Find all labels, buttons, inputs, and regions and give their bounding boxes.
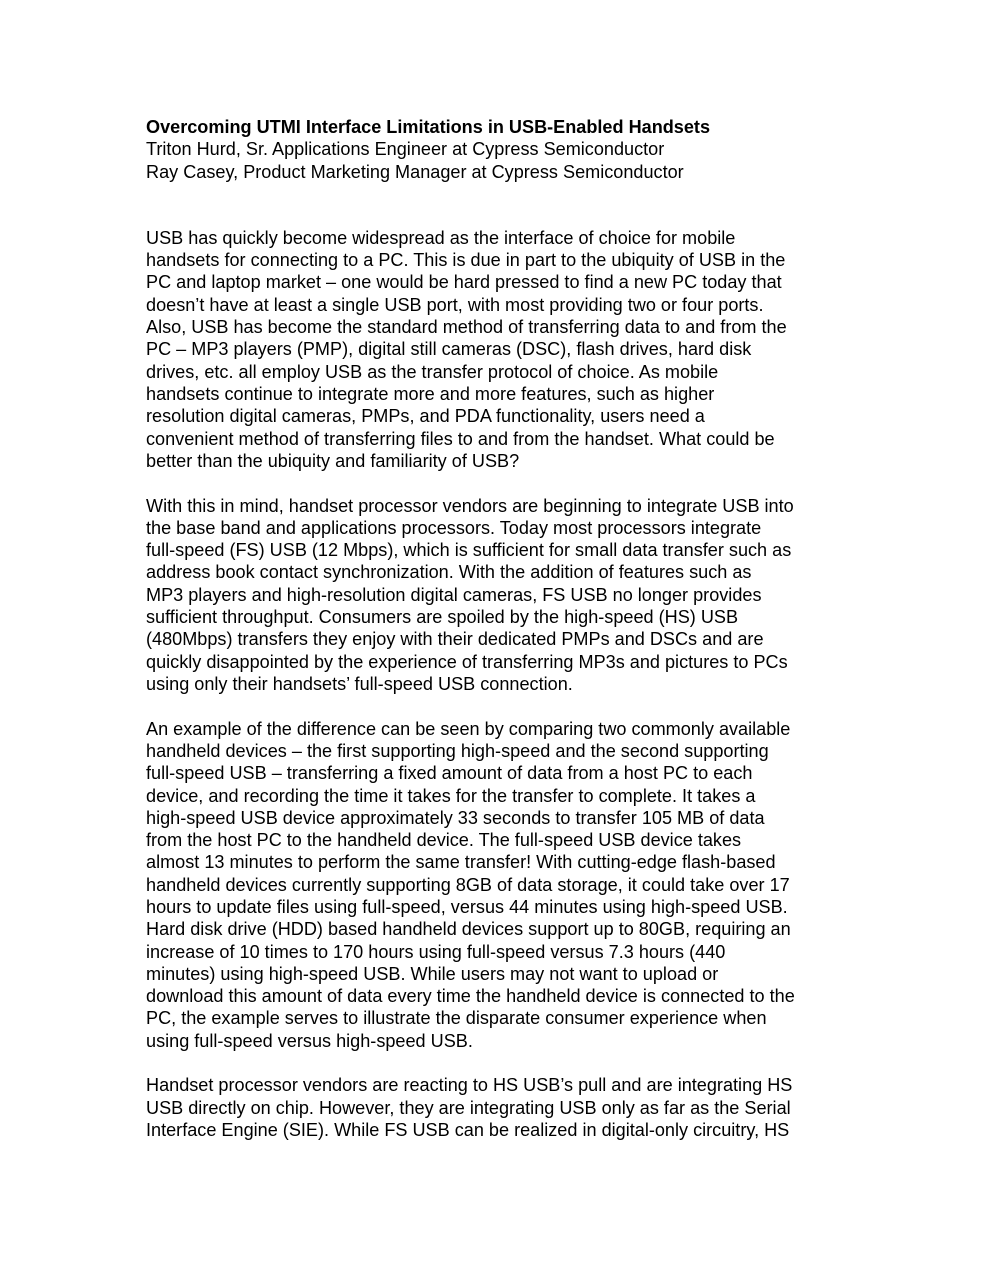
text-line: device, and recording the time it takes for the transfer to complete. It takes a xyxy=(146,785,756,806)
document-page xyxy=(146,116,846,1164)
text-line: hours to update files using full-speed, versus 44 minutes using high-speed USB. xyxy=(146,896,788,917)
text-line: Also, USB has become the standard method of transferring data to and from the xyxy=(146,317,787,338)
text-line: download this amount of data every time the handheld device is connected to the xyxy=(146,986,795,1007)
text-line: address book contact synchronization. With the addition of features such as xyxy=(146,562,752,583)
author-line: Triton Hurd, Sr. Applications Engineer at Cypress Semiconductor xyxy=(146,139,665,160)
body-text xyxy=(146,227,846,1141)
text-line: Hard disk drive (HDD) based handheld devices support up to 80GB, requiring an xyxy=(146,919,791,940)
body-paragraph xyxy=(146,718,846,1052)
text-line: An example of the difference can be seen by comparing two commonly available xyxy=(146,718,791,739)
text-line: resolution digital cameras, PMPs, and PDA functionality, users need a xyxy=(146,406,705,427)
text-line: Interface Engine (SIE). While FS USB can be realized in digital-only circuitry, HS xyxy=(146,1120,790,1141)
text-line: full-speed (FS) USB (12 Mbps), which is sufficient for small data transfer such as xyxy=(146,540,792,561)
author-line: Ray Casey, Product Marketing Manager at Cypress Semiconductor xyxy=(146,161,684,182)
text-line: MP3 players and high-resolution digital cameras, FS USB no longer provides xyxy=(146,584,762,605)
text-line: minutes) using high-speed USB. While users may not want to upload or xyxy=(146,963,719,984)
text-line: Handset processor vendors are reacting to HS USB’s pull and are integrating HS xyxy=(146,1075,793,1096)
text-line: doesn’t have at least a single USB port, with most providing two or four ports. xyxy=(146,294,764,315)
text-line: full-speed USB – transferring a fixed amount of data from a host PC to each xyxy=(146,763,753,784)
text-line: PC, the example serves to illustrate the disparate consumer experience when xyxy=(146,1008,767,1029)
text-line: almost 13 minutes to perform the same transfer! With cutting-edge flash-based xyxy=(146,852,776,873)
body-paragraph xyxy=(146,227,846,472)
text-line: USB has quickly become widespread as the interface of choice for mobile xyxy=(146,227,736,248)
text-line: the base band and applications processors. Today most processors integrate xyxy=(146,517,762,538)
text-line: drives, etc. all employ USB as the transfer protocol of choice. As mobile xyxy=(146,361,719,382)
text-line: handheld devices – the first supporting high-speed and the second supporting xyxy=(146,740,769,761)
text-line: With this in mind, handset processor vendors are beginning to integrate USB into xyxy=(146,495,794,516)
text-line: using only their handsets’ full-speed USB connection. xyxy=(146,673,573,694)
text-line: better than the ubiquity and familiarity of USB? xyxy=(146,450,520,471)
body-paragraph xyxy=(146,495,846,696)
text-line: PC – MP3 players (PMP), digital still cameras (DSC), flash drives, hard disk xyxy=(146,339,752,360)
text-line: from the host PC to the handheld device. The full-speed USB device takes xyxy=(146,830,742,851)
text-line: USB directly on chip. However, they are integrating USB only as far as the Serial xyxy=(146,1097,791,1118)
text-line: convenient method of transferring files to and from the handset. What could be xyxy=(146,428,775,449)
document-title: Overcoming UTMI Interface Limitations in USB-Enabled Handsets xyxy=(146,117,711,137)
spacer xyxy=(146,183,846,227)
text-line: using full-speed versus high-speed USB. xyxy=(146,1030,473,1051)
text-line: quickly disappointed by the experience of transferring MP3s and pictures to PCs xyxy=(146,651,788,672)
text-line: increase of 10 times to 170 hours using full-speed versus 7.3 hours (440 xyxy=(146,941,726,962)
text-line: PC and laptop market – one would be hard pressed to find a new PC today that xyxy=(146,272,782,293)
text-line: handsets continue to integrate more and more features, such as higher xyxy=(146,383,715,404)
body-paragraph xyxy=(146,1074,846,1141)
text-line: high-speed USB device approximately 33 seconds to transfer 105 MB of data xyxy=(146,807,765,828)
text-line: handheld devices currently supporting 8GB of data storage, it could take over 17 xyxy=(146,874,790,895)
text-line: sufficient throughput. Consumers are spoiled by the high-speed (HS) USB xyxy=(146,607,739,628)
text-line: handsets for connecting to a PC. This is due in part to the ubiquity of USB in the xyxy=(146,250,786,271)
text-line: (480Mbps) transfers they enjoy with their dedicated PMPs and DSCs and are xyxy=(146,629,764,650)
